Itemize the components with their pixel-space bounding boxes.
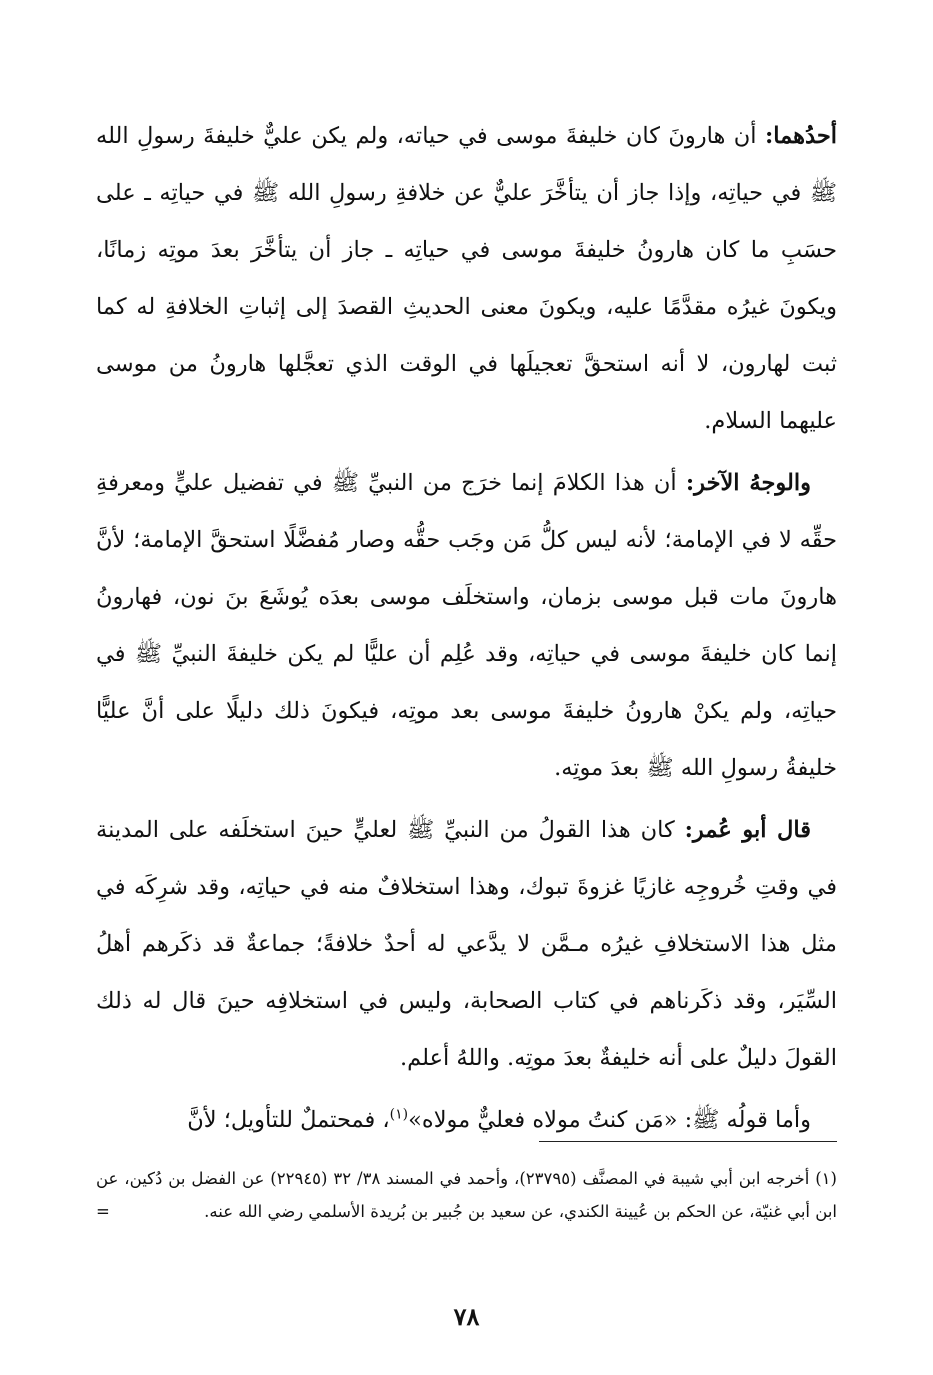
paragraph-lead: أحدُهما: xyxy=(764,123,837,149)
footnote-continuation-mark: = xyxy=(96,1202,110,1221)
main-text xyxy=(96,108,837,1154)
paragraph-text: أن هارونَ كان خليفةَ موسى في حياته، ولم يكن عليٌّ خليفةَ رسولِ الله ﷺ في حياتِه، وإذا جاز أن يتأخَّرَ عليٌّ عن خلافةِ رسولِ الله ﷺ في حياتِه ـ على حسَبِ ما كان هارونُ خليفةَ موسى في حياتِه ـ جاز أن يتأخَّرَ بعدَ موتِه زمانًا، ويكونَ غيرُه مقدَّمًا عليه، ويكونَ معنى الحديثِ القصدَ إلى إثباتِ الخلافةِ له كما ثبت لهارون، لا أنه استحقَّ تعجيلَها في الوقت الذي تعجَّلها هارونُ من موسى عليهما السلام. xyxy=(96,123,837,434)
footnote-text: (١) أخرجه ابن أبي شيبة في المصنَّف (٢٣٧٩٥)، وأحمد في المسند ٣٨/ ٣٢ (٢٢٩٤٥) عن الفضل بن دُكين، عن ابن أبي غنيّة، عن الحكم بن عُيينة الكندي، عن سعيد بن جُبير بن بُريدة الأسلمي رضي الله عنه. xyxy=(96,1169,837,1221)
paragraph xyxy=(96,108,837,450)
paragraph-text: ، فمحتملٌ للتأويل؛ لأنَّ xyxy=(187,1107,390,1133)
footnote xyxy=(96,1162,837,1228)
paragraph-lead: والوجهُ الآخر: xyxy=(685,470,811,496)
paragraph-lead: قال أبو عُمر: xyxy=(684,817,811,843)
paragraph-text: أن هذا الكلامَ إنما خرَج من النبيِّ ﷺ في تفضيل عليٍّ ومعرفةِ حقِّه لا في الإمامة؛ لأنه ليس كلُّ مَن وجَب حقُّه وصار مُفضَّلًا استحقَّ الإمامة؛ لأنَّ هارونَ مات قبل موسى بزمان، واستخلَف موسى بعدَه يُوشَعَ بنَ نون، فهارونُ إنما كان خليفةَ موسى في حياتِه، وقد عُلِم أن عليًّا لم يكن خليفةَ النبيِّ ﷺ في حياتِه، ولم يكنْ هارونُ خليفةَ موسى بعد موتِه، فيكونَ ذلك دليلًا على أنَّ عليًّا خليفةُ رسولِ الله ﷺ بعدَ موتِه. xyxy=(96,470,837,781)
paragraph-text: كان هذا القولُ من النبيِّ ﷺ لعليٍّ حينَ استخلَفه على المدينة في وقتِ خُروجِه غازيًا غزوةَ تبوك، وهذا استخلافٌ منه في حياتِه، وقد شرِكَه في مثل هذا الاستخلافِ غيرُه مـمَّن لا يدَّعي له أحدٌ خلافةً؛ جماعةٌ قد ذكَرهم أهلُ السِّيَر، وقد ذكَرناهم في كتاب الصحابة، وليس في استخلافِه حينَ قال له ذلك القولَ دليلٌ على أنه خليفةٌ بعدَ موتِه. واللهُ أعلم. xyxy=(96,817,837,1071)
paragraph xyxy=(96,455,837,797)
page-number: ٧٨ xyxy=(453,1302,480,1331)
paragraph-text: وأما قولُه ﷺ: «مَن كنتُ مولاه فعليٌّ مولاه» xyxy=(408,1107,811,1133)
footnotes xyxy=(96,1162,837,1228)
footnote-divider xyxy=(539,1141,837,1142)
paragraph xyxy=(96,802,837,1087)
footnote-reference[interactable]: (١) xyxy=(389,1106,409,1123)
